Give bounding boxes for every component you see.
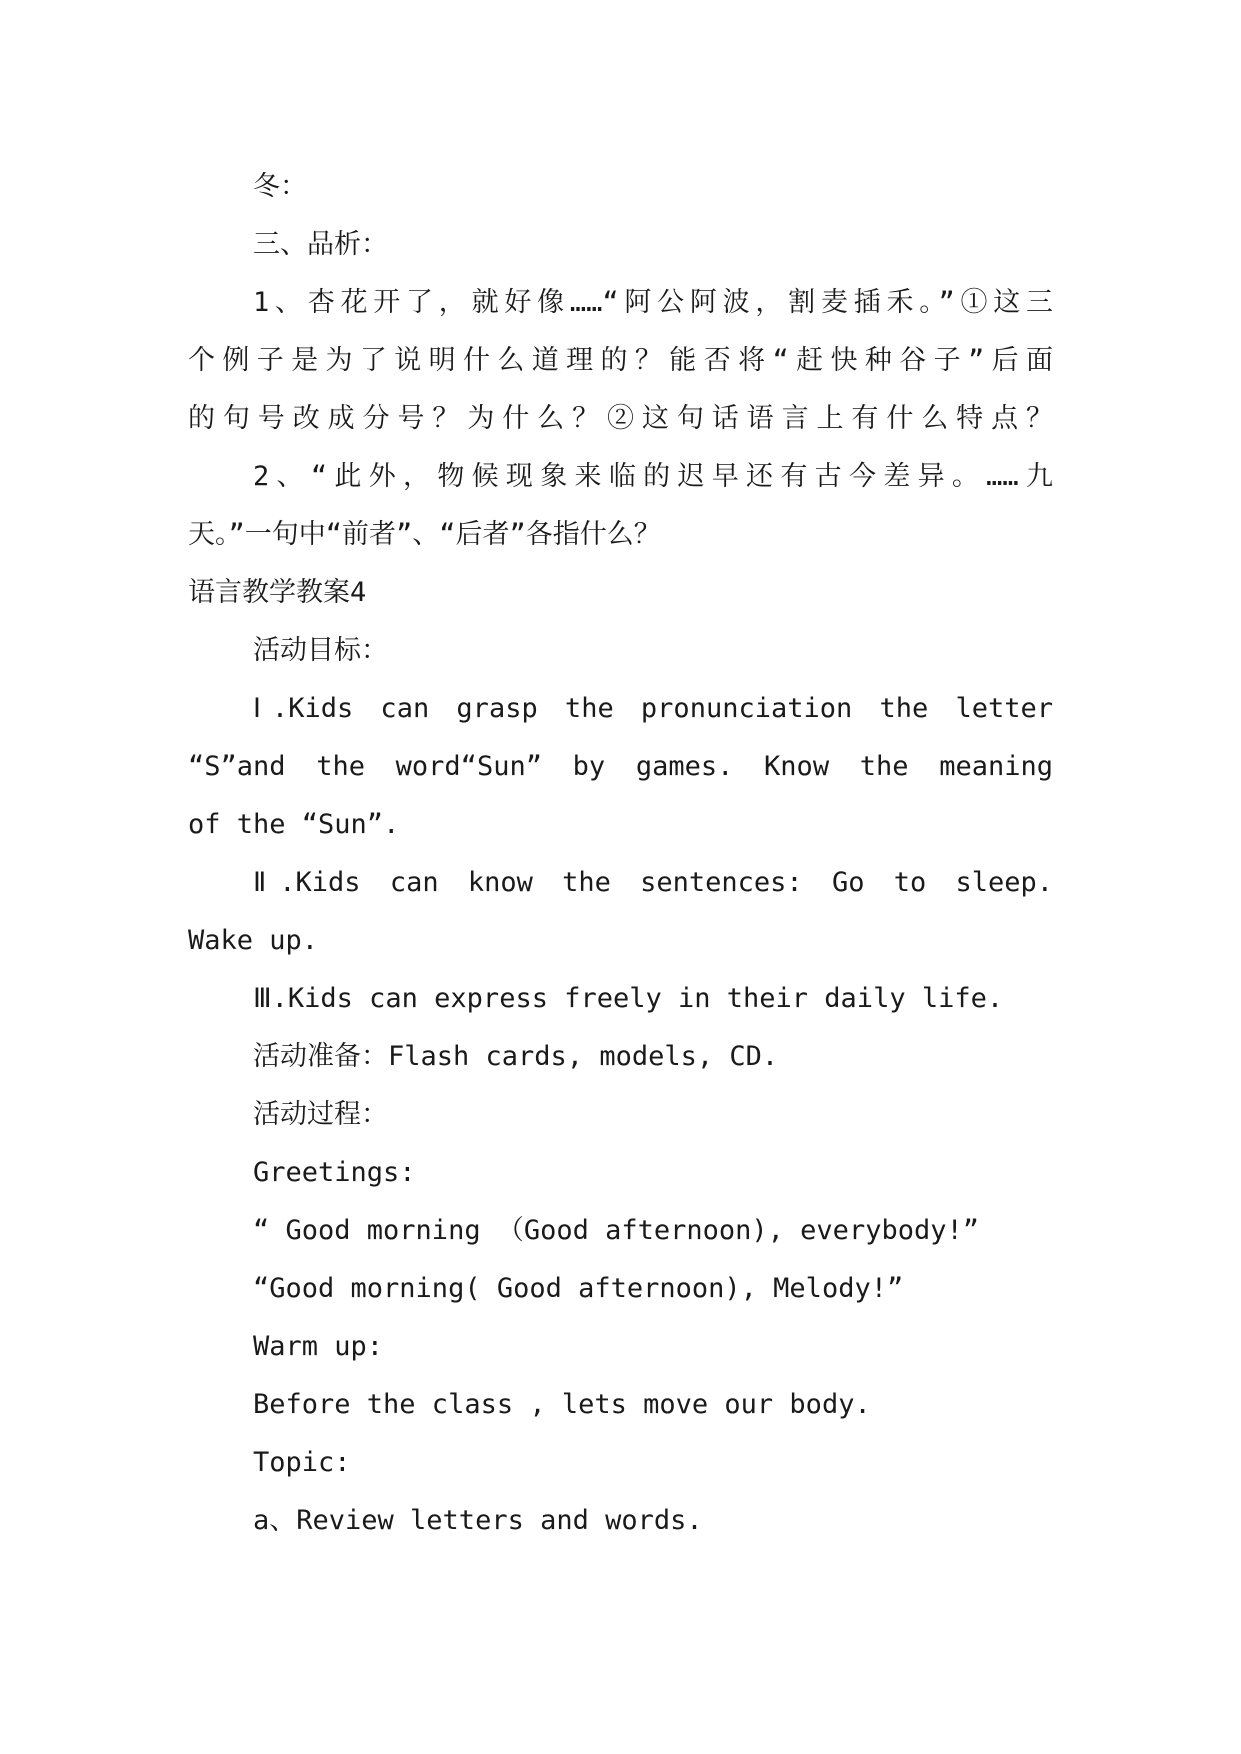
question-1-line-2: 个例子是为了说明什么道理的？能否将“赶快种谷子”后面 [188, 345, 1053, 376]
question-2-line-2: 天。”一句中“前者”、“后者”各指什么？ [188, 519, 661, 550]
activity-process-label: 活动过程： [253, 1099, 388, 1130]
lesson-plan-title: 语言教学教案4 [188, 577, 367, 608]
goal-2-line-1: Ⅱ.Kids can know the sentences: Go to sleep. [253, 867, 1053, 898]
goal-1-line-3: of the “Sun”. [188, 809, 400, 840]
topic-label: Topic: [253, 1447, 351, 1478]
goal-3: Ⅲ.Kids can express freely in their daily life. [253, 983, 1004, 1014]
greeting-line-2: “Good morning( Good afternoon), Melody!” [253, 1273, 904, 1304]
topic-item-a: a、Review letters and words. [253, 1505, 703, 1536]
warm-up-label: Warm up: [253, 1331, 384, 1362]
question-1-line-1: 1、杏花开了，就好像……“阿公阿波，割麦插禾。”①这三 [253, 287, 1053, 318]
goal-1-line-2: “S”and the word“Sun” by games. Know the meaning [188, 751, 1053, 782]
goal-1-line-1: Ⅰ.Kids can grasp the pronunciation the letter [253, 693, 1053, 724]
section-heading-analysis: 三、品析： [253, 229, 388, 260]
activity-goals-label: 活动目标： [253, 635, 388, 666]
activity-preparation: 活动准备：Flash cards, models, CD. [253, 1041, 779, 1072]
goal-2-line-2: Wake up. [188, 925, 319, 956]
greetings-label: Greetings: [253, 1157, 416, 1188]
question-2-line-1: 2、“此外，物候现象来临的迟早还有古今差异。……九 [253, 461, 1053, 492]
season-label-winter: 冬： [253, 171, 307, 202]
question-1-line-3: 的句号改成分号？为什么？②这句话语言上有什么特点？ [188, 403, 1053, 434]
warm-up-text: Before the class , lets move our body. [253, 1389, 871, 1420]
greeting-line-1: “ Good morning （Good afternoon), everybody!” [253, 1215, 979, 1246]
